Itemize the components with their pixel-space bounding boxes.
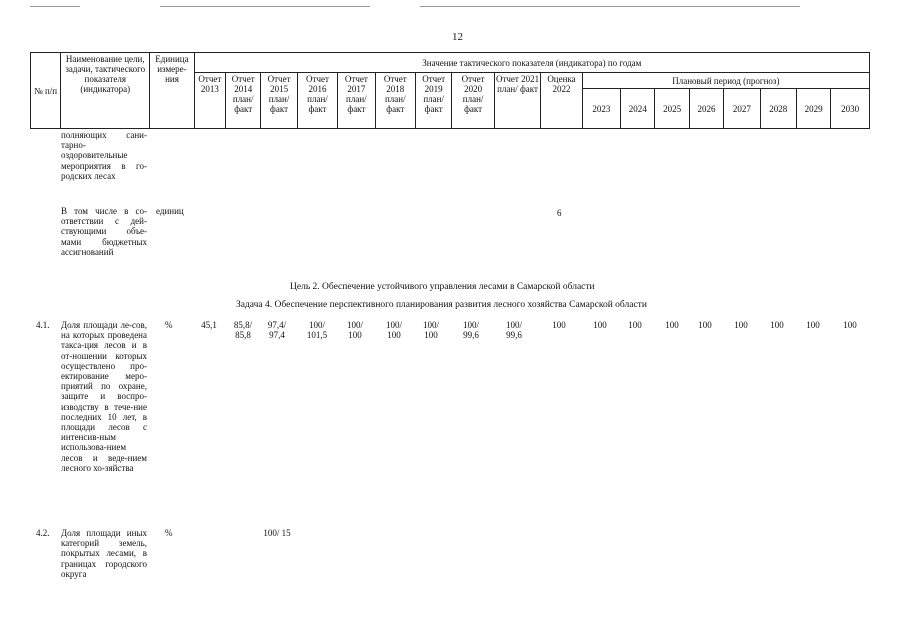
planned-year-header: 2029 <box>796 89 830 129</box>
estimate-2022-header: Оценка 2022 <box>541 73 582 129</box>
value-2013: 45,1 <box>201 320 217 330</box>
value-2019: 100/ 100 <box>422 320 439 340</box>
value-planned-2029: 100 <box>806 320 820 330</box>
value-2015: 97,4/ 97,4 <box>267 320 287 340</box>
value-planned-2026: 100 <box>698 320 712 330</box>
scan-line <box>30 6 80 7</box>
col-values-header: Значение тактического показателя (индикатора) по годам <box>194 53 869 73</box>
planned-year-header: 2030 <box>831 89 870 129</box>
report-2018-header: Отчет 2018 план/ факт <box>375 73 415 129</box>
planned-year-header: 2026 <box>689 89 723 129</box>
report-2021-header: Отчет 2021 план/ факт <box>494 73 540 129</box>
value-2020: 100/ 99,6 <box>462 320 479 340</box>
budget-subindicator-unit: единиц <box>156 206 184 216</box>
value-2016: 100/ 101,5 <box>306 320 328 340</box>
col-name-header: Наименование цели, задачи, тактического показателя (индикатора) <box>61 53 150 129</box>
report-2017-header: Отчет 2017 план/ факт <box>338 73 375 129</box>
col-unit-header: Единица измере-ния <box>150 53 194 129</box>
value-planned-2028: 100 <box>770 320 784 330</box>
planned-period-header: Плановый период (прогноз) <box>582 73 869 89</box>
value-planned-2023: 100 <box>593 320 607 330</box>
report-2020-header: Отчет 2020 план/ факт <box>452 73 494 129</box>
indicator-4-2-text: Доля площади иных категорий земель, покрытых лесами, в границах городского округа <box>61 528 147 579</box>
value-2021: 100/ 99,6 <box>505 320 522 340</box>
report-2015-header: Отчет 2015 план/ факт <box>261 73 297 129</box>
continued-indicator-text: полняющих сани-тарно-оздоровительные мероприятия в го-родских лесах <box>61 130 147 181</box>
indicator-4-2-unit: % <box>165 528 173 538</box>
indicator-4-1-text: Доля площади ле-сов, на которых проведена такса-ция лесов и в от-ношении которых осуществлено про-ектирование меро-приятий по охране, защите и воспро-изводству в тече-ние последних 10 лет, в площади лесов с интенсив-ным использова-нием лесов и веде-нием лесного хо-зяйства <box>61 320 147 473</box>
value-2014: 85,8/ 85,8 <box>233 320 253 340</box>
budget-subindicator-text: В том числе в со-ответствии с дей-ствующими объе-мами бюджетных ассигнований <box>61 206 147 257</box>
value-2015: 100/ 15 <box>263 528 291 538</box>
task-heading: Задача 4. Обеспечение перспективного планирования развития лесного хозяйства Самарской области <box>236 300 647 310</box>
planned-year-header: 2024 <box>621 89 655 129</box>
scan-line <box>420 6 800 7</box>
indicator-table-header <box>30 52 870 129</box>
report-2013-header: Отчет 2013 <box>194 73 225 129</box>
budget-subindicator-value: 6 <box>557 208 562 218</box>
goal-heading: Цель 2. Обеспечение устойчивого управления лесами в Самарской области <box>290 282 595 292</box>
planned-year-header: 2027 <box>724 89 760 129</box>
value-planned-2027: 100 <box>734 320 748 330</box>
indicator-4-1-unit: % <box>165 320 173 330</box>
report-2016-header: Отчет 2016 план/ факт <box>297 73 337 129</box>
value-2017: 100/ 100 <box>346 320 363 340</box>
row-number: 4.1. <box>36 320 50 330</box>
planned-year-header: 2028 <box>760 89 796 129</box>
value-planned-2025: 100 <box>665 320 679 330</box>
page-number: 12 <box>452 31 463 43</box>
report-2019-header: Отчет 2019 план/ факт <box>415 73 451 129</box>
value-planned-2024: 100 <box>628 320 642 330</box>
value-2018: 100/ 100 <box>385 320 402 340</box>
planned-year-header: 2025 <box>655 89 689 129</box>
scan-line <box>160 6 370 7</box>
report-2014-header: Отчет 2014 план/ факт <box>226 73 261 129</box>
value-estimate-2022: 100 <box>552 320 566 330</box>
value-planned-2030: 100 <box>843 320 857 330</box>
planned-year-header: 2023 <box>582 89 620 129</box>
row-number: 4.2. <box>36 528 50 538</box>
col-number-header: № п/п <box>31 53 61 129</box>
